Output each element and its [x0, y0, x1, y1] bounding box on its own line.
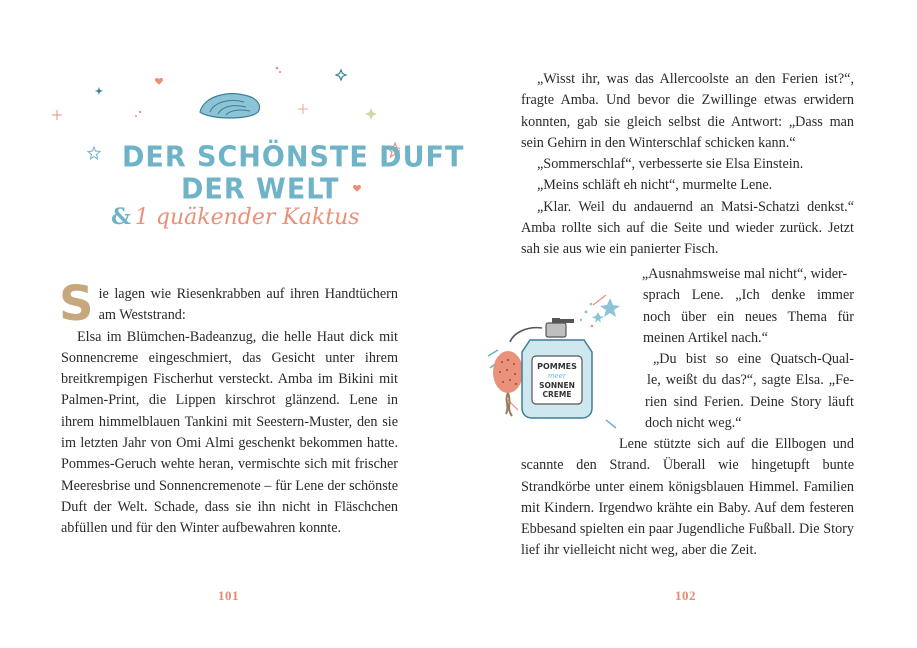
- wrapped-line: le, weißt du das?“, sagte Elsa. „Fe-: [647, 372, 854, 389]
- drop-cap: S: [59, 276, 94, 332]
- wrapped-line: sprach Lene. „Ich denke immer: [643, 287, 854, 304]
- paragraph-start-line: „Ausnahmsweise mal nicht“, wider-: [641, 266, 848, 282]
- paragraph: „Klar. Weil du andauernd an Matsi-Schatzi denkst.“ Amba rollte sich auf die Seite und wieder zurück. Jetzt sah sie aus wie ein panierter Fisch.: [521, 198, 854, 258]
- paragraph: „Wisst ihr, was das Allercoolste an den Ferien ist?“, fragte Amba. Und bevor die Zwillinge etwas erwidern konnten, gab sie gleich selbst die Antwort: „Dass man sein Gehirn in den Winterschlaf schicken kann.“: [521, 71, 854, 151]
- opening-paragraph: [59, 276, 398, 332]
- wrapped-line: rien sind Ferien. Deine Story läuft: [645, 393, 854, 410]
- sparkle-icon: [298, 104, 308, 114]
- heart-icon: [155, 78, 163, 85]
- sparkle-icon: [52, 110, 62, 120]
- star-icon: [88, 147, 100, 159]
- spray-stars-icon: [580, 298, 620, 327]
- chapter-title-line-1: DER SCHÖNSTE DUFT: [122, 141, 465, 174]
- seashell-icon: [200, 94, 260, 118]
- right-page: [459, 0, 917, 648]
- page-number-left: 101: [218, 588, 239, 603]
- dot-icon: [279, 71, 281, 73]
- dot-icon: [139, 111, 141, 113]
- bottle-label-line-3: SONNEN: [539, 381, 575, 390]
- paragraph: Elsa im Blümchen-Badeanzug, die helle Haut dick mit Sonnencreme eingeschmiert, das Gesicht unter ihrem breitkrempigen Fischerhut versteckt. Amba im Bikini mit Palmen-Print, die Lippen kirschrot glänzend. Lene in ihrem himmelblauen Tankini mit Seestern-Muster, den sie im letzten Jahr von Omi Almi geschenkt bekommen hatte. Pommes-Geruch wehte heran, vermischte sich mit frischer Meeresbrise und Sonnencremenote – für Lene der schönste Duft der Welt. Schade, dass sie ihn nicht in Fläschchen abfüllen und für den Winter aufbewahren konnte.: [61, 328, 398, 537]
- chapter-title-line-2: DER WELT: [181, 173, 340, 206]
- perfume-bottle-illustration: [488, 290, 638, 440]
- paragraph: Lene stützte sich auf die Ellbogen und scannte den Strand. Überall wie hingetupft bunte Strandkörbe unter einem königsblauen Himmel. Familien mit Kindern. Irgendwo krähte ein Baby. Auf dem festeren Ebbesand spielten ein paar Jugendliche Fußball. Die Story lief ihr vielleicht nicht weg, aber die Zeit.: [521, 436, 854, 559]
- bottle-label-line-2: meer: [547, 372, 567, 380]
- wrapped-line: doch nicht weg.“: [645, 415, 742, 432]
- page-number-right: 102: [675, 588, 696, 603]
- heart-icon: [353, 185, 361, 192]
- star-icon: [95, 87, 103, 95]
- star-icon: [365, 108, 377, 120]
- bottle-label-line-1: POMMES: [537, 362, 577, 371]
- star-icon: [336, 70, 346, 80]
- right-page-body-top: [521, 69, 854, 261]
- right-page-body-bottom: [521, 434, 854, 562]
- paragraph: „Meins schläft eh nicht“, murmelte Lene.: [537, 177, 773, 194]
- subtitle-text: 1 quäkender Kaktus: [134, 205, 360, 230]
- wrapped-line: „Du bist so eine Quatsch-Qual-: [653, 351, 854, 368]
- dot-icon: [135, 115, 137, 117]
- right-page-body-wrapped: [635, 264, 854, 434]
- wrapped-line: meinen Artikel nach.“: [643, 329, 768, 346]
- opening-paragraph-text: ie lagen wie Riesenkrabben auf ihren Handtüchern am Weststrand:: [98, 286, 398, 324]
- subtitle-ampersand: &: [111, 204, 131, 230]
- paragraph: „Sommerschlaf“, verbesserte sie Elsa Einstein.: [537, 156, 804, 173]
- dot-icon: [276, 67, 279, 70]
- wrapped-line: noch über ein neues Thema für: [643, 308, 854, 325]
- paragraph-continuation: [635, 285, 854, 434]
- bottle-label-line-4: CREME: [542, 390, 572, 399]
- chapter-subtitle: [111, 204, 360, 230]
- left-page-body: [59, 276, 398, 540]
